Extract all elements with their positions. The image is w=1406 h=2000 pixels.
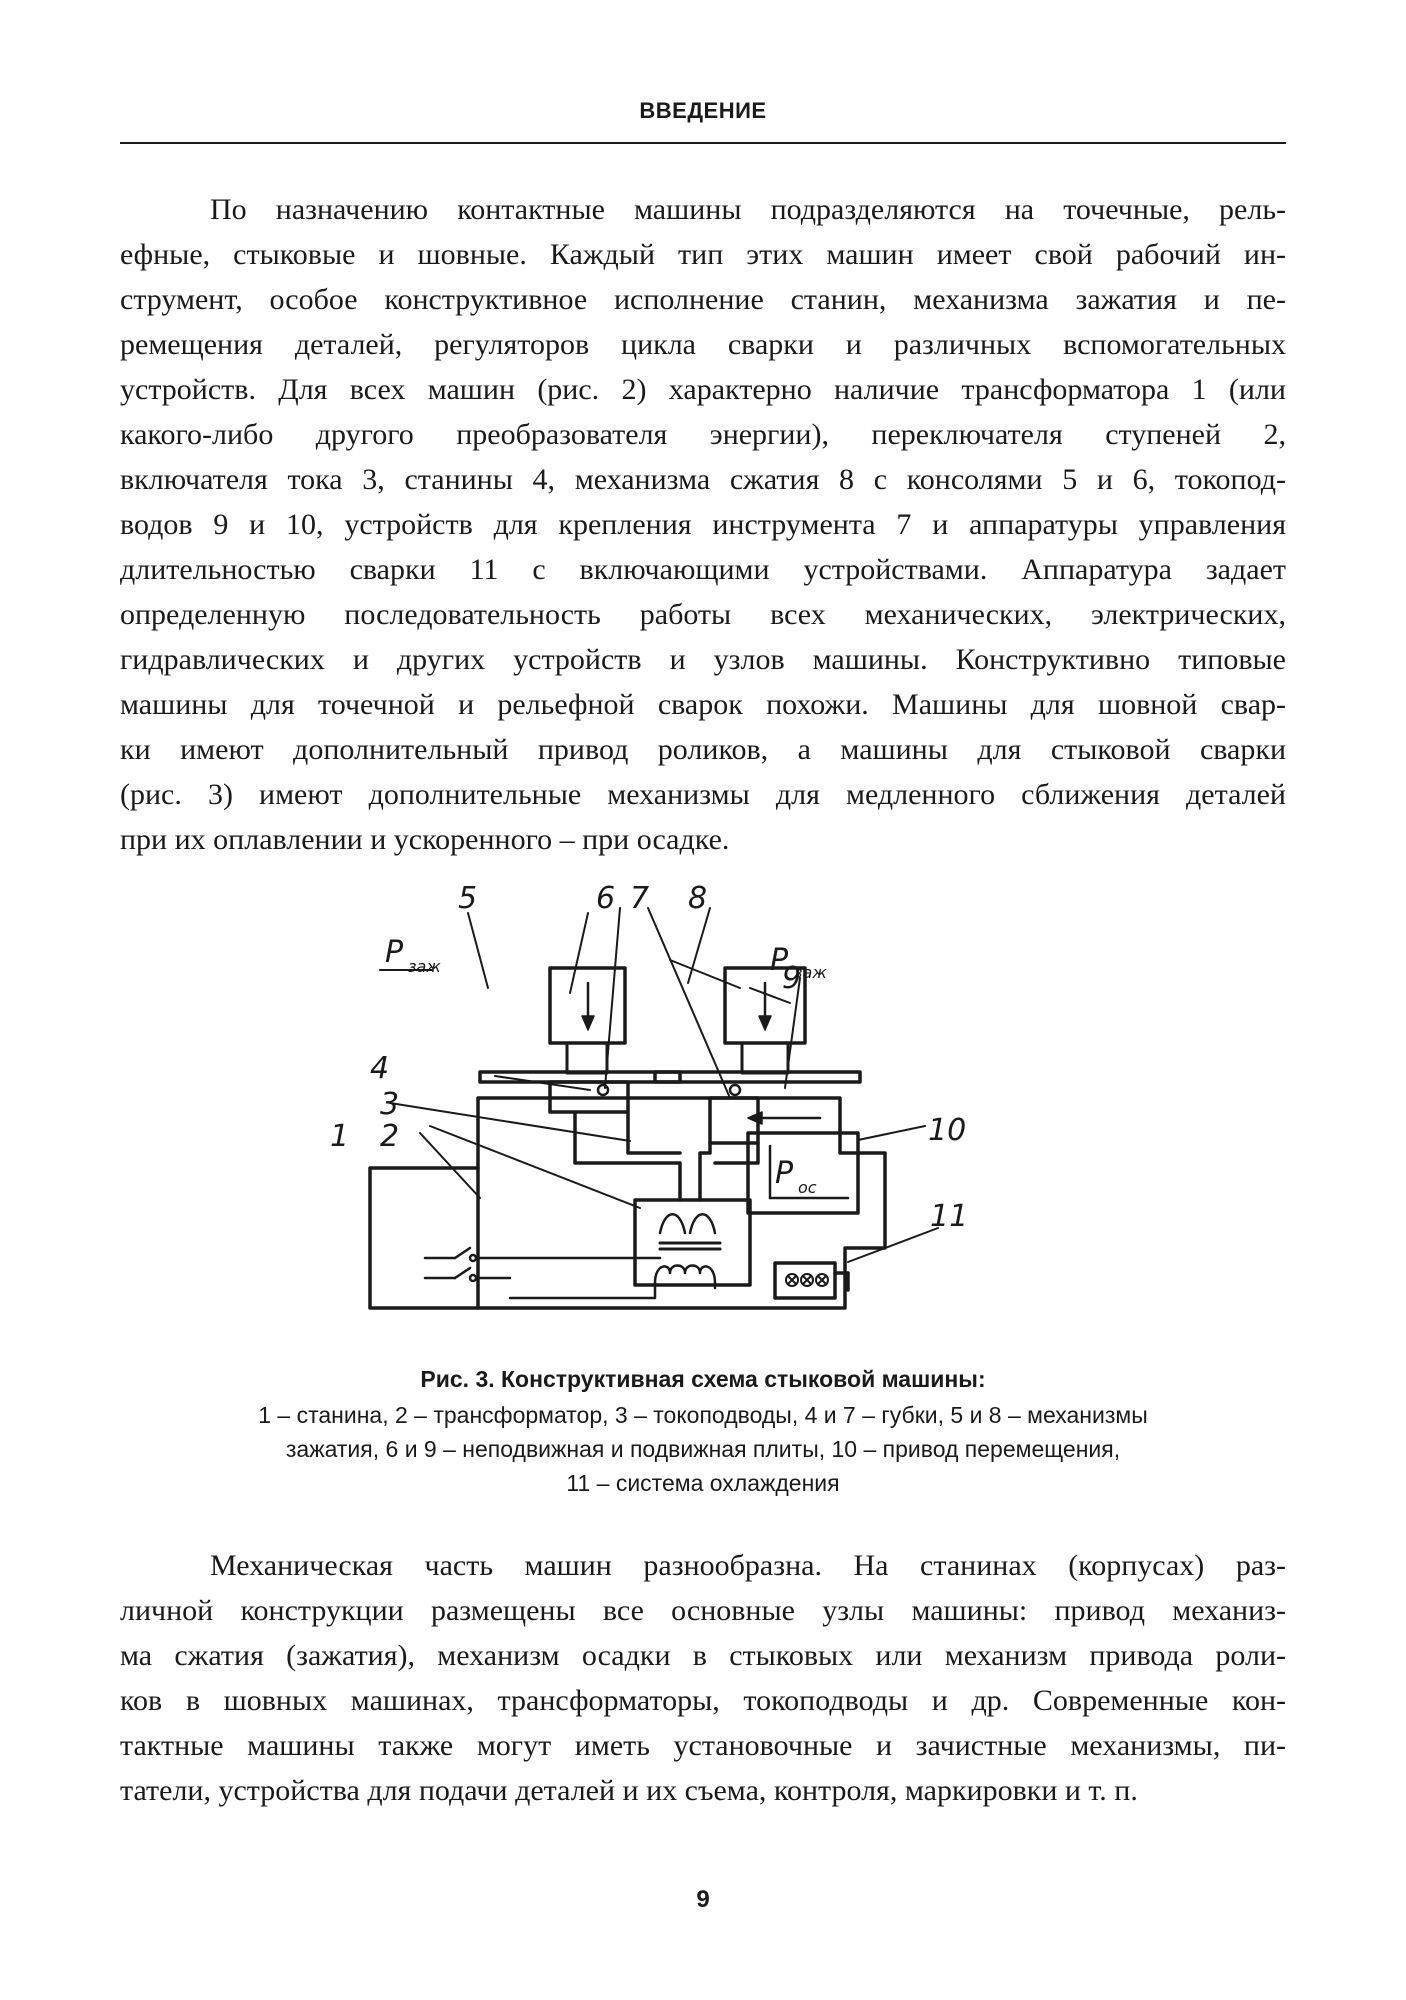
paragraph-line: определенную последовательность работы всех механических, электрических, (120, 598, 1286, 631)
label-p-os-sub: ос (798, 1178, 817, 1197)
jaw-7 (710, 1098, 758, 1143)
paragraph-line: По назначению контактные машины подразделяются на точечные, рель- (210, 193, 1286, 226)
caption-line: 1 – станина, 2 – трансформатор, 3 – токоподводы, 4 и 7 – губки, 5 и 8 – механизмы (258, 1402, 1148, 1428)
paragraph-line: (рис. 3) имеют дополнительные механизмы для медленного сближения деталей (120, 778, 1286, 811)
paragraph-line: струмент, особое конструктивное исполнение станин, механизма зажатия и пе- (120, 283, 1286, 316)
paragraph-line: ма сжатия (зажатия), механизм осадки в стыковых или механизм привода роли- (120, 1639, 1286, 1672)
label-9: 9 (782, 961, 802, 996)
paragraph-1 (120, 187, 1286, 862)
paragraph-line: личной конструкции размещены все основные узлы машины: привод механиз- (120, 1594, 1286, 1627)
paragraph-line: устройств. Для всех машин (рис. 2) характерно наличие трансформатора 1 (или (120, 373, 1286, 406)
paragraph-line: тактные машины также могут иметь установочные и зачистные механизмы, пи- (120, 1729, 1286, 1762)
paragraph-line: Механическая часть машин разнообразна. На станинах (корпусах) раз- (210, 1549, 1286, 1582)
paragraph-line: гидравлических и других устройств и узлов машины. Конструктивно типовые (120, 643, 1286, 676)
paragraph-line: длительностью сварки 11 с включающими устройствами. Аппаратура задает (120, 553, 1286, 586)
label-p-zazh-left: P (385, 935, 404, 970)
label-p-zazh-left-sub: заж (408, 957, 441, 976)
cooling-valve-icons (786, 1274, 828, 1286)
label-8: 8 (688, 881, 708, 916)
switch-icons (425, 1248, 660, 1281)
cooling-system-11 (775, 1263, 835, 1298)
label-10: 10 (928, 1113, 967, 1148)
label-1: 1 (330, 1119, 350, 1154)
caption-line: 11 – система охлаждения (566, 1470, 840, 1496)
label-5: 5 (458, 881, 478, 916)
label-p-os: P (775, 1156, 794, 1191)
label-3: 3 (380, 1087, 400, 1122)
paragraph-line: при их оплавлении и ускоренного – при осадке. (120, 823, 730, 856)
paragraph-line: ефные, стыковые и шовные. Каждый тип этих машин имеет свой рабочий ин- (120, 238, 1286, 271)
movable-plate (655, 1072, 860, 1082)
header-rule (120, 142, 1286, 144)
paragraph-line: какого-либо другого преобразователя энергии), переключателя ступеней 2, (120, 418, 1286, 451)
paragraph-line: ки имеют дополнительный привод роликов, а машины для стыковой сварки (120, 733, 1286, 766)
current-lead (628, 1113, 680, 1153)
caption-line: зажатия, 6 и 9 – неподвижная и подвижная плиты, 10 – привод перемещения, (285, 1436, 1121, 1462)
label-p-zazh-right: P (770, 943, 789, 978)
label-7: 7 (630, 881, 650, 916)
label-6: 6 (596, 881, 616, 916)
paragraph-line: включателя тока 3, станины 4, механизма сжатия 8 с консолями 5 и 6, токопод- (120, 463, 1286, 496)
figure-caption-title: Рис. 3. Конструктивная схема стыковой машины: (420, 1366, 986, 1392)
butt-welding-machine-diagram (330, 878, 1020, 1348)
paragraph-line: ков в шовных машинах, трансформаторы, токоподводы и др. Современные кон- (120, 1684, 1286, 1717)
label-2: 2 (380, 1119, 400, 1154)
label-p-zazh-right-sub: заж (794, 963, 827, 982)
figure-caption-legend (120, 1398, 1286, 1500)
label-4: 4 (370, 1051, 390, 1086)
paragraph-2 (120, 1543, 1286, 1813)
page-number: 9 (696, 1886, 710, 1913)
label-11: 11 (930, 1199, 969, 1234)
paragraph-line: водов 9 и 10, устройств для крепления инструмента 7 и аппаратуры управления (120, 508, 1286, 541)
paragraph-line: ремещения деталей, регуляторов цикла сварки и различных вспомогательных (120, 328, 1286, 361)
running-header: ВВЕДЕНИЕ (639, 98, 767, 123)
paragraph-line: татели, устройства для подачи деталей и их съема, контроля, маркировки и т. п. (120, 1774, 1138, 1807)
paragraph-line: машины для точечной и рельефной сварок похожи. Машины для шовной свар- (120, 688, 1286, 721)
